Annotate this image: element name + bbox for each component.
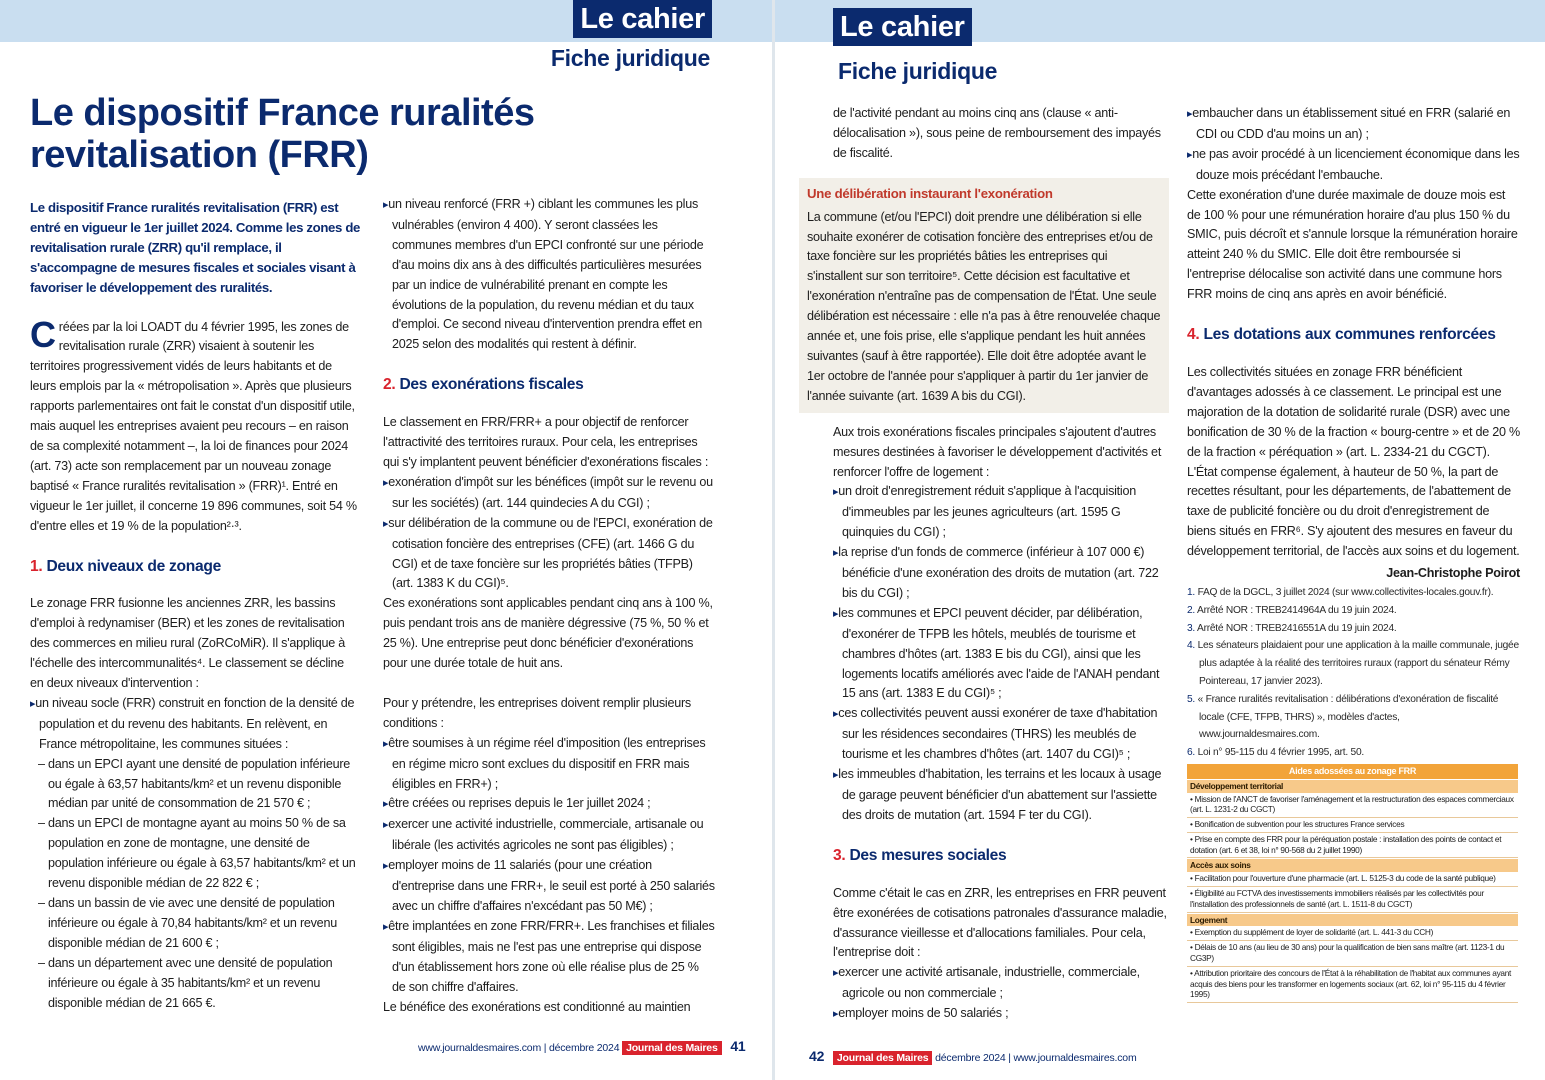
right-column-2 [1187, 104, 1520, 1003]
rubric-label: Le cahier [833, 8, 972, 46]
bullet-item: ▸ embaucher dans un établissement situé en FRR (salarié en CDI ou CDD d'au moins un an) ; [1187, 104, 1520, 145]
bullet-item: ▸ être créées ou reprises depuis le 1er juillet 2024 ; [383, 794, 715, 815]
page-right [775, 0, 1545, 1080]
bullet-item: ▸ ne pas avoir procédé à un licenciement économique dans les douze mois précédant l'embauche. [1187, 145, 1520, 186]
section-heading-3: 3. Des mesures sociales [833, 846, 1007, 864]
right-column-1 [803, 104, 1169, 1025]
footnote-item [1187, 584, 1520, 602]
footnote-item [1187, 691, 1520, 744]
article-title: Le dispositif France ruralités revitalisation (FRR) [30, 92, 535, 176]
dash-item: – dans un EPCI de montagne ayant au moins 50 % de sa population en zone de montagne, une densité de population inférieure ou égale à 63,57 habitants/km² et un revenu disponible médian de 22 822 € ; [38, 816, 356, 891]
aides-table [1187, 764, 1518, 1003]
bullet-item: ▸ les immeubles d'habitation, les terrains et les locaux à usage de garage peuvent bénéficier d'un abattement sur l'assiette des droits de mutation (art. 1594 F ter du CGI). [833, 765, 1169, 826]
aides-item: • Bonification de subvention pour les structures France services [1187, 818, 1518, 833]
footnotes [1187, 584, 1520, 762]
footnote-text: FAQ de la DGCL, 3 juillet 2024 (sur www.collectivites-locales.gouv.fr). [1197, 586, 1494, 598]
section-heading-4: 4. Les dotations aux communes renforcées [1187, 326, 1496, 344]
footnote-number: 3. [1187, 622, 1195, 634]
bullet-item: ▸ la reprise d'un fonds de commerce (inférieur à 107 000 €) bénéficie d'une exonération des droits de mutation (art. 722 bis du CGI) ; [833, 543, 1169, 604]
aides-category: Développement territorial [1187, 780, 1518, 793]
info-box-title: Une délibération instaurant l'exonération [807, 185, 1053, 201]
page-footer [809, 1048, 1137, 1064]
dash-item: – dans un bassin de vie avec une densité de population inférieure ou égale à 70,84 habitants/km² et un revenu disponible médian de 21 600 € ; [38, 896, 337, 950]
footer-date: décembre 2024 [935, 1052, 1006, 1064]
dash-item: – dans un département avec une densité de population inférieure ou égale à 35 habitants/km² et un revenu disponible médian de 21 665 €. [38, 955, 333, 1010]
bullet-item: ▸ être implantées en zone FRR/FRR+. Les franchises et filiales sont éligibles, mais ne l'est pas une entreprise qui dispose d'un établissement hors zone où elle réalise plus de 25 % de son chiffre d'affaires. [383, 917, 715, 998]
paragraph: Le zonage FRR fusionne les anciennes ZRR, les bassins d'emploi à redynamiser (BER) et les zones de revitalisation des commerces en milieu rural (ZoRCoMiR). Il s'applique à l'échelle des intercommunalités⁴. Le classement se décline en deux niveaux d'intervention : [30, 596, 346, 691]
footnote-number: 1. [1187, 586, 1195, 598]
footer-url: www.journaldesmaires.com [1013, 1052, 1137, 1064]
footer-separator: | [543, 1042, 547, 1054]
footnote-item [1187, 744, 1520, 762]
footer-brand: Journal des Maires [622, 1041, 722, 1055]
info-box-text: La commune (et/ou l'EPCI) doit prendre une délibération si elle souhaite exonérer de cotisation foncière des entreprises et/ou de taxe foncière sur les propriétés bâties les entreprises qui s'installent sur son territoire⁵. Cette décision est facultative et l'exonération n'entraîne pas de compensation de l'État. Une seule délibération est nécessaire : elle n'a pas à être renouvelée chaque année et, une fois prise, elle s'applique pendant les huit années suivantes (sauf à être rapportée). Elle doit être adoptée avant le 1er octobre de l'année pour s'appliquer à partir du 1er janvier de l'année suivante (art. 1639 A bis du CGI). [807, 209, 1161, 403]
bullet-item: ▸ être soumises à un régime réel d'imposition (les entreprises en régime micro sont exclues du dispositif en FRR mais éligibles en FRR+) ; [383, 734, 715, 795]
aides-item: • Délais de 10 ans (au lieu de 30 ans) pour la qualification de bien sans maître (art. 1123-1 du CG3P) [1187, 941, 1518, 967]
footer-url: www.journaldesmaires.com [418, 1042, 541, 1054]
footer-separator: | [1008, 1052, 1011, 1064]
bullet-item: ▸ employer moins de 11 salariés (pour une création d'entreprise dans une FRR+, le seuil est porté à 250 salariés avec un chiffre d'affaires n'excédant pas 50 M€) ; [383, 856, 715, 917]
bullet-item: ▸ employer moins de 50 salariés ; [833, 1004, 1169, 1025]
bullet-item: ▸ sur délibération de la commune ou de l'EPCI, exonération de cotisation foncière des entreprises (CFE) (art. 1466 G du CGI) et de taxe foncière sur les propriétés bâties (TFPB) (art. 1383 K du CGI)⁵. [383, 514, 715, 595]
paragraph: Les collectivités situées en zonage FRR bénéficient d'avantages adossés à ce classement. Le principal est une majoration de la dotation de solidarité rurale (DSR) avec une bonification de 30 % de la fraction « bourg-centre » et de 20 % de la fraction « péréquation » (art. L. 2334-21 du CGCT). L'État compense également, à hauteur de 50 %, la part de recettes résultant, pour les départements, de l'abattement de taxe de publicité foncière ou du droit d'enregistrement de biens situés en FRR⁶. S'y ajoutent des mesures en faveur du développement territorial, de l'accès aux soins et du logement. [1187, 364, 1520, 559]
paragraph: Le bénéfice des exonérations est conditionné au maintien [383, 999, 691, 1014]
rubric-label: Le cahier [573, 0, 712, 38]
footnote-text: Les sénateurs plaidaient pour une application à la maille communale, jugée plus adaptée à la réalité des territoires ruraux (rapport du sénateur Rémy Pointereau, 17 janvier 2023). [1197, 640, 1519, 687]
footnote-number: 4. [1187, 640, 1195, 652]
paragraph: Cette exonération d'une durée maximale de douze mois est de 100 % pour une rémunération horaire d'au plus 150 % du SMIC, puis décroît et s'annule lorsque la rémunération horaire atteint 240 % du SMIC. Elle doit être remboursée si l'entreprise délocalise son activité dans une commune hors FRR moins de cinq ans après en avoir bénéficié. [1187, 187, 1518, 302]
footnote-item [1187, 637, 1520, 690]
bullet-item: ▸ les communes et EPCI peuvent décider, par délibération, d'exonérer de TFPB les hôtels, meublés de tourisme et chambres d'hôtes (art. 1383 E bis du CGI), ainsi que les logements locatifs améliorés avec l'aide de l'ANAH pendant 15 ans (art. 1383 E du CGI)⁵ ; [833, 604, 1169, 705]
author-signature: Jean-Christophe Poirot [1386, 566, 1520, 581]
aides-item: • Mission de l'ANCT de favoriser l'aménagement et la restructuration des espaces commerciaux (art. L. 1231-2 du CGCT) [1187, 793, 1518, 819]
paragraph: Le classement en FRR/FRR+ a pour objectif de renforcer l'attractivité des territoires ruraux. Pour cela, les entreprises qui s'y implantent peuvent bénéficier d'exonérations fiscales : [383, 415, 709, 469]
drop-cap: C [30, 313, 56, 355]
paragraph: Ces exonérations sont applicables pendant cinq ans à 100 %, puis pendant trois ans de manière dégressive (75 %, 50 % et 25 %). Une entreprise peut donc bénéficier d'exonérations pour une durée totale de huit ans. [383, 596, 713, 671]
footer-brand: Journal des Maires [833, 1051, 933, 1065]
intro-paragraph: Créées par la loi LOADT du 4 février 1995, les zones de revitalisation rurale (ZRR) visaient à soutenir les territoires progressivement vidés de leurs habitants et de leurs emplois par la « métropolisation ». Après que plusieurs rapports parlementaires ont fait le constat d'un dispositif utile, mais auquel les entreprises avaient peu recours – en raison de sa complexité notamment –, la loi de finances pour 2024 (art. 73) acte son remplacement par un nouveau zonage baptisé « France ruralités revitalisation » (FRR)¹. Entré en vigueur le 1er juillet, il concerne 19 896 communes, soit 54 % d'entre elles et 19 % de la population²·³. [30, 313, 357, 533]
bullet-item: ▸ exonération d'impôt sur les bénéfices (impôt sur le revenu ou sur les sociétés) (art. 144 quindecies A du CGI) ; [383, 473, 715, 514]
footnote-item [1187, 602, 1520, 620]
page-footer [418, 1038, 746, 1054]
page-left [0, 0, 772, 1080]
paragraph: Comme c'était le cas en ZRR, les entreprises en FRR peuvent être exonérées de cotisations patronales d'assurance maladie, d'assurance vieillesse et d'allocations familiales. Pour cela, l'entreprise doit : [833, 885, 1167, 960]
footnote-number: 5. [1187, 693, 1195, 705]
rubric-subtitle: Fiche juridique [550, 45, 710, 71]
bullet-item: ▸ un droit d'enregistrement réduit s'applique à l'acquisition d'immeubles par les jeunes agriculteurs (art. 1595 G quinquies du CGI) ; [833, 482, 1169, 543]
rubric-subtitle: Fiche juridique [838, 58, 998, 84]
column-body [803, 423, 1169, 1025]
article-lead: Le dispositif France ruralités revitalisation (FRR) est entré en vigueur le 1er juillet 2024. Comme les zones de revitalisation rurale (ZRR) qu'il remplace, il s'accompagne de mesures fiscales et sociales visant à favoriser le développement des ruralités. [30, 200, 361, 295]
footnote-text: Arrêté NOR : TREB2416551A du 19 juin 2024. [1197, 622, 1397, 634]
bullet-item: ▸ exercer une activité industrielle, commerciale, artisanale ou libérale (les activités agricoles ne sont pas éligibles) ; [383, 815, 715, 856]
info-box [799, 178, 1169, 413]
footnote-text: Loi n° 95-115 du 4 février 1995, art. 50. [1197, 747, 1364, 759]
aides-item: • Prise en compte des FRR pour la péréquation postale : installation des points de contact et dotation (art. 6 et 38, loi n° 90-568 du 2 juillet 1990) [1187, 833, 1518, 859]
footnote-text: « France ruralités revitalisation : délibérations d'exonération de fiscalité locale (CFE, TFPB, THRS) », modèles d'actes, www.journaldesmaires.com. [1197, 693, 1499, 741]
footer-date: décembre 2024 [548, 1042, 620, 1054]
aides-category: Logement [1187, 914, 1518, 927]
aides-table-title: Aides adossées au zonage FRR [1187, 764, 1518, 779]
footnote-number: 6. [1187, 747, 1195, 759]
left-column-2 [383, 195, 715, 1017]
bullet-item: ▸ un niveau renforcé (FRR +) ciblant les communes les plus vulnérables (environ 4 400). Y seront classées les communes membres d'un EPCI confronté sur une période d'au moins dix ans à des difficultés particulières mesurées par un indice de vulnérabilité prenant en compte les évolutions de la population, du revenu médian et du taux d'emploi. Ce second niveau d'intervention prendra effet en 2025 selon des modalités qui restent à définir. [383, 195, 715, 355]
section-heading-1: 1. Deux niveaux de zonage [30, 557, 221, 575]
paragraph: de l'activité pendant au moins cinq ans (clause « anti-délocalisation »), sous peine de remboursement des impayés de fiscalité. [833, 106, 1161, 160]
footnote-text: Arrêté NOR : TREB2414964A du 19 juin 2024. [1197, 604, 1397, 616]
bullet-item: ▸ exercer une activité artisanale, industrielle, commerciale, agricole ou non commerciale ; [833, 963, 1169, 1004]
aides-item: • Attribution prioritaire des concours de l'État à la réhabilitation de l'habitat aux communes ayant acquis des biens pour les transformer en logements sociaux (art. 62, loi n° 95-115 du 4 février 1995) [1187, 967, 1518, 1003]
footnote-item [1187, 620, 1520, 638]
footnote-number: 2. [1187, 604, 1195, 616]
paragraph: Pour y prétendre, les entreprises doivent remplir plusieurs conditions : [383, 695, 691, 730]
page-number: 42 [809, 1048, 825, 1064]
bullet-item: ▸ ces collectivités peuvent aussi exonérer de taxe d'habitation sur les résidences secondaires (THRS) les meublés de tourisme et les chambres d'hôtes (art. 1407 du CGI)⁵ ; [833, 704, 1169, 765]
section-heading-2: 2. Des exonérations fiscales [383, 376, 584, 394]
dash-item: – dans un EPCI ayant une densité de population inférieure ou égale à 63,57 habitants/km² et un revenu disponible médian par unité de consommation de 21 570 € ; [38, 756, 351, 811]
aides-item: • Éligibilité au FCTVA des investissements immobiliers réalisés par les collectivités pour l'installation des professionnels de santé (art. L. 1511-8 du CGCT) [1187, 887, 1518, 913]
page-number: 41 [730, 1038, 746, 1054]
aides-item: • Exemption du supplément de loyer de solidarité (art. L. 441-3 du CCH) [1187, 926, 1518, 941]
left-column-1 [30, 198, 360, 1013]
paragraph: Aux trois exonérations fiscales principales s'ajoutent d'autres mesures destinées à favoriser le développement d'activités et renforcer l'offre de logement : [833, 424, 1162, 479]
aides-category: Accès aux soins [1187, 859, 1518, 872]
bullet-item: ▸ un niveau socle (FRR) construit en fonction de la densité de population et du revenu des habitants. En relèvent, en France métropolitaine, les communes situées : [30, 694, 360, 755]
aides-item: • Facilitation pour l'ouverture d'une pharmacie (art. L. 5125-3 du code de la santé publique) [1187, 872, 1518, 887]
